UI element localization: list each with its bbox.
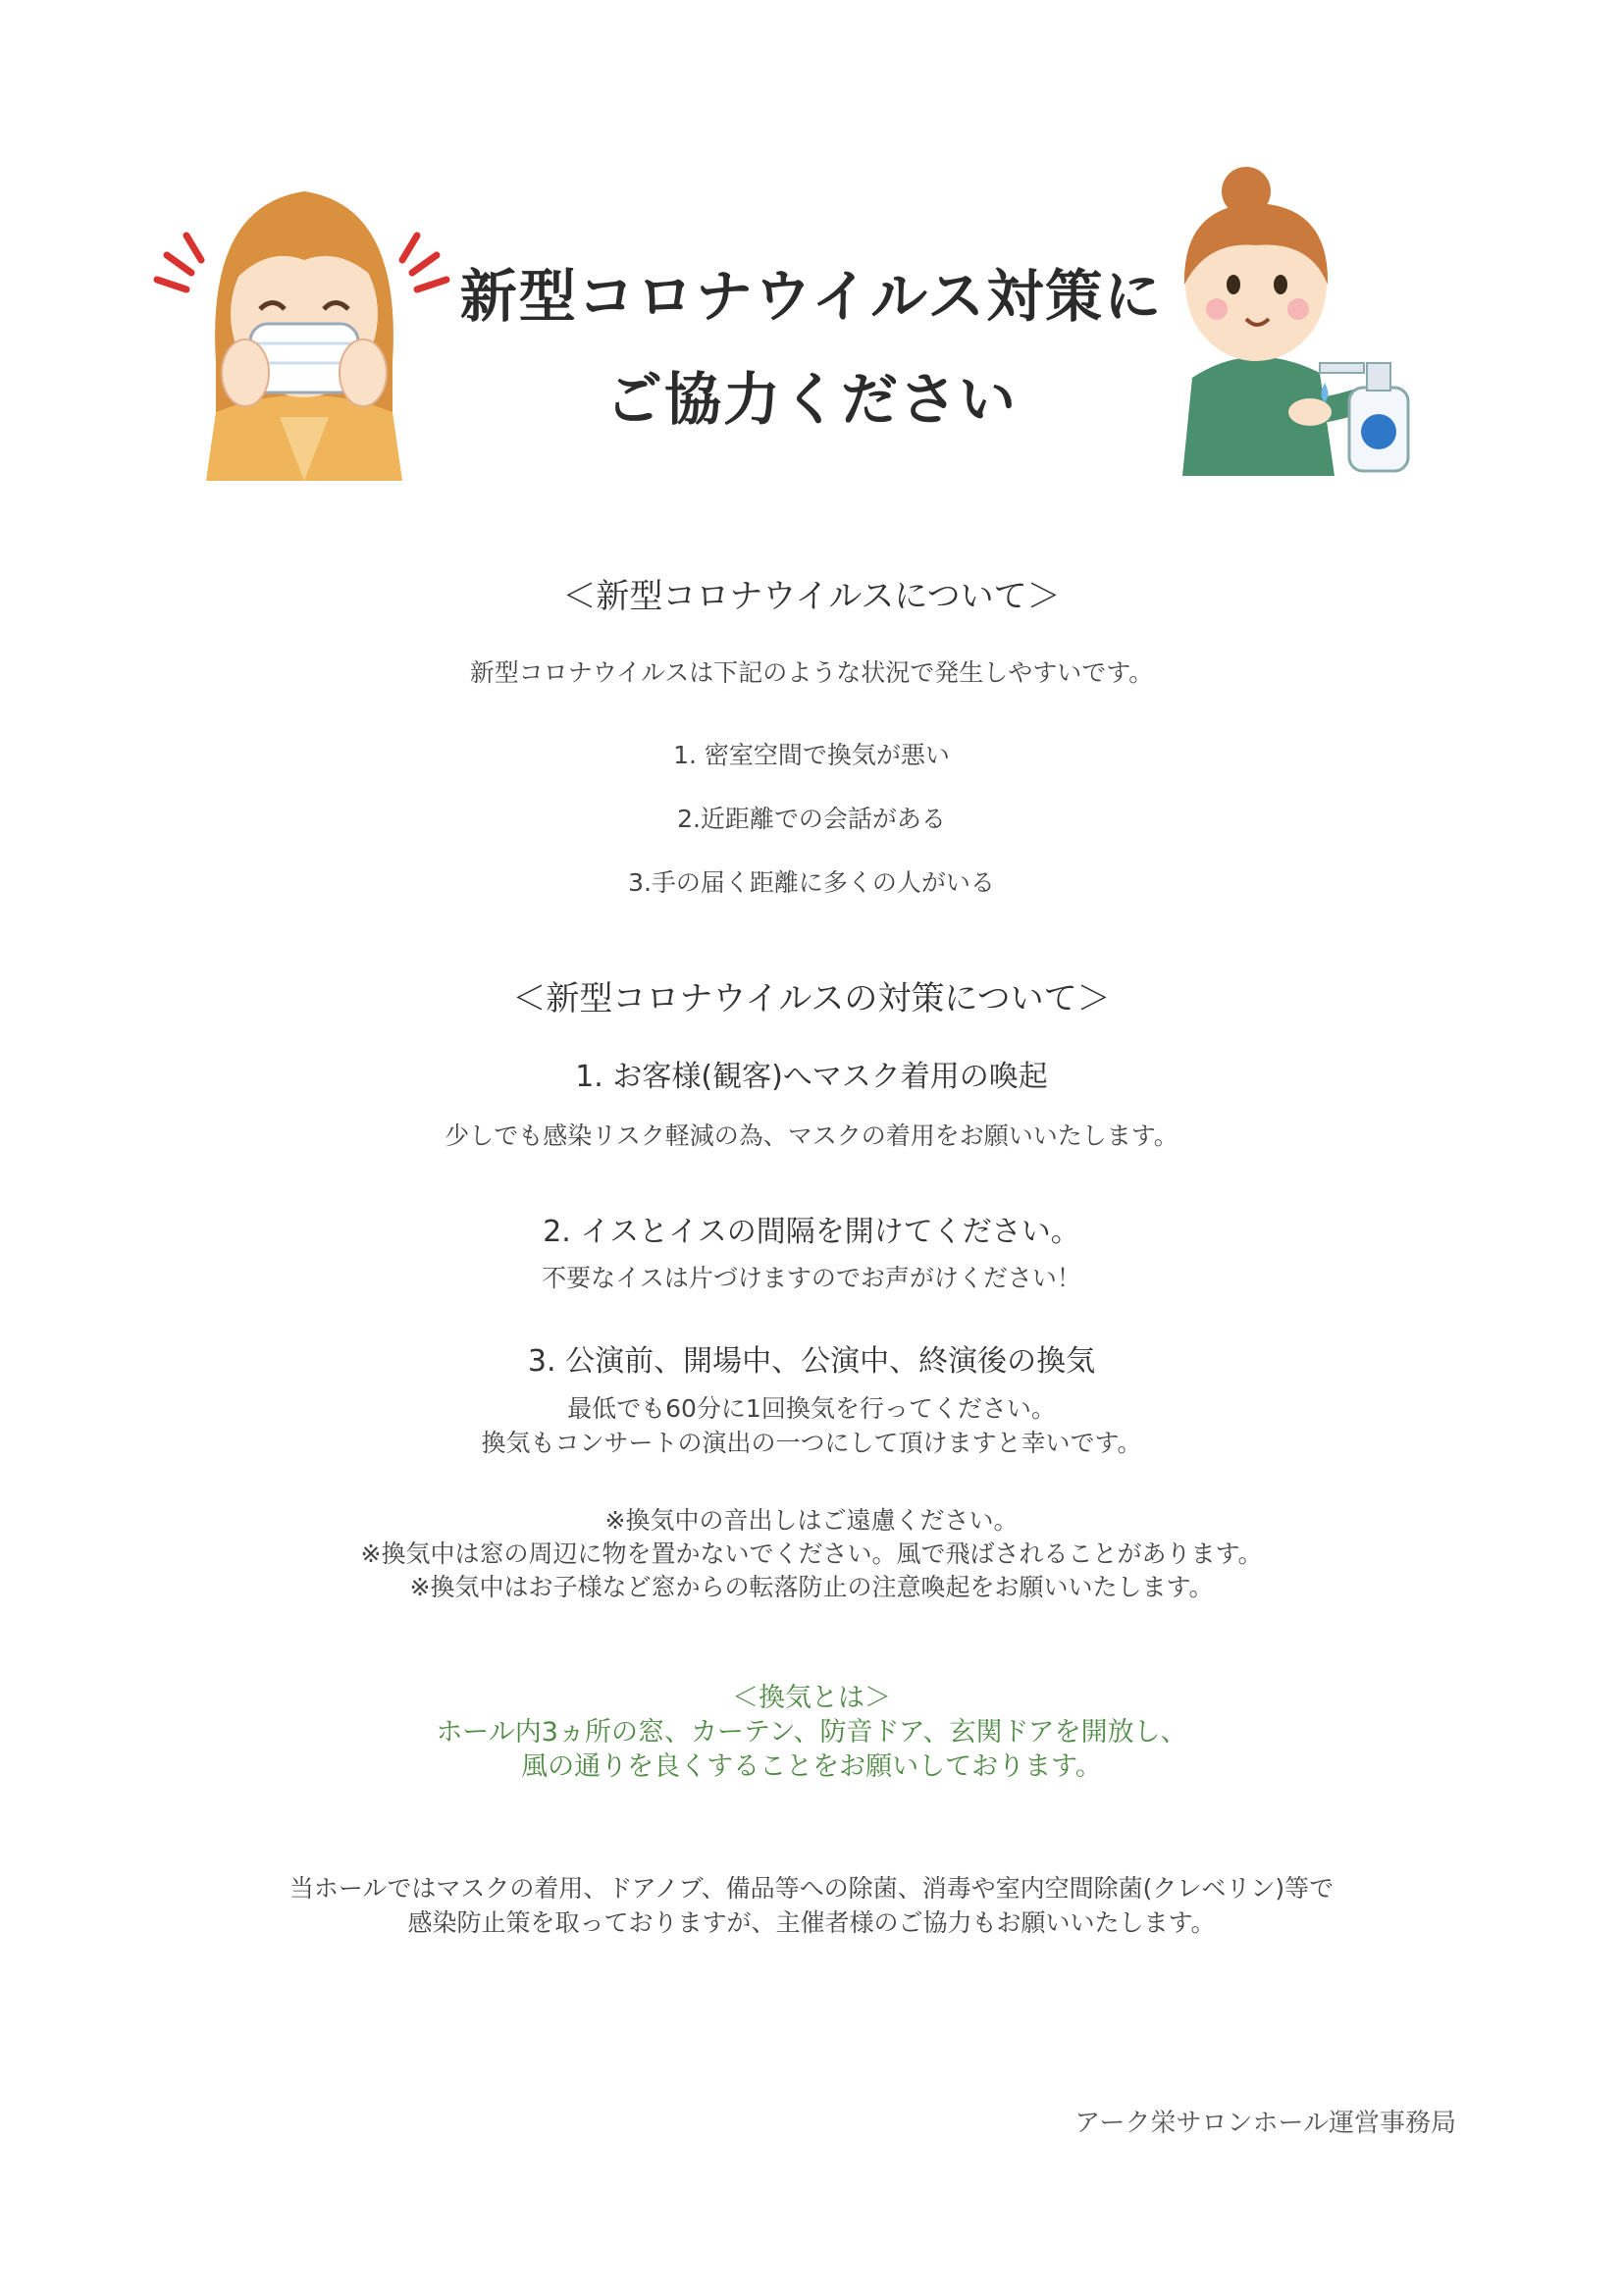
ventilation-line-2: 風の通りを良くすることをお願いしております。: [521, 1751, 1102, 1782]
risk-item-2: 2.近距離での会話がある: [677, 805, 946, 833]
page-title-line-1: 新型コロナウイルス対策に: [459, 263, 1164, 330]
closing-line-1: 当ホールではマスクの着用、ドアノブ、備品等への除菌、消毒や室内空間除菌(クレベリン)等で: [288, 1874, 1335, 1903]
measure-1-title: 1. お客様(観客)へマスク着用の喚起: [575, 1060, 1048, 1094]
measure-3-desc-1: 最低でも60分に1回換気を行ってください。: [567, 1394, 1056, 1423]
ventilation-line-1: ホール内3ヵ所の窓、カーテン、防音ドア、玄関ドアを開放し、: [436, 1717, 1187, 1748]
footer-organization: アーク栄サロンホール運営事務局: [1074, 2109, 1456, 2138]
section-intro: 新型コロナウイルスは下記のような状況で発生しやすいです。: [469, 658, 1154, 687]
risk-item-1: 1. 密室空間で換気が悪い: [673, 741, 950, 769]
woman-sanitizing-hands-icon: [1163, 162, 1428, 476]
page-title-line-2: ご協力ください: [604, 366, 1018, 433]
measure-2-title: 2. イスとイスの間隔を開けてください。: [543, 1215, 1080, 1249]
section-heading-countermeasures: ＜新型コロナウイルスの対策について＞: [512, 979, 1111, 1018]
section-heading-about-virus: ＜新型コロナウイルスについて＞: [562, 577, 1061, 616]
note-1: ※換気中の音出しはご遠慮ください。: [604, 1506, 1019, 1535]
measure-2-desc: 不要なイスは片づけますのでお声がけください！: [542, 1264, 1081, 1292]
note-2: ※換気中は窓の周辺に物を置かないでください。風で飛ばされることがあります。: [360, 1539, 1263, 1568]
closing-line-2: 感染防止策を取っておりますが、主催者様のご協力もお願いいたします。: [407, 1908, 1216, 1937]
risk-item-3: 3.手の届く距離に多くの人がいる: [628, 868, 995, 897]
note-3: ※換気中はお子様など窓からの転落防止の注意喚起をお願いいたします。: [409, 1573, 1214, 1601]
measure-3-desc-2: 換気もコンサートの演出の一つにして頂けますと幸いです。: [481, 1429, 1142, 1457]
measure-1-desc: 少しでも感染リスク軽減の為、マスクの着用をお願いいたします。: [445, 1122, 1178, 1150]
ventilation-heading: ＜換気とは＞: [732, 1683, 891, 1713]
measure-3-title: 3. 公演前、開場中、公演中、終演後の換気: [527, 1344, 1096, 1379]
